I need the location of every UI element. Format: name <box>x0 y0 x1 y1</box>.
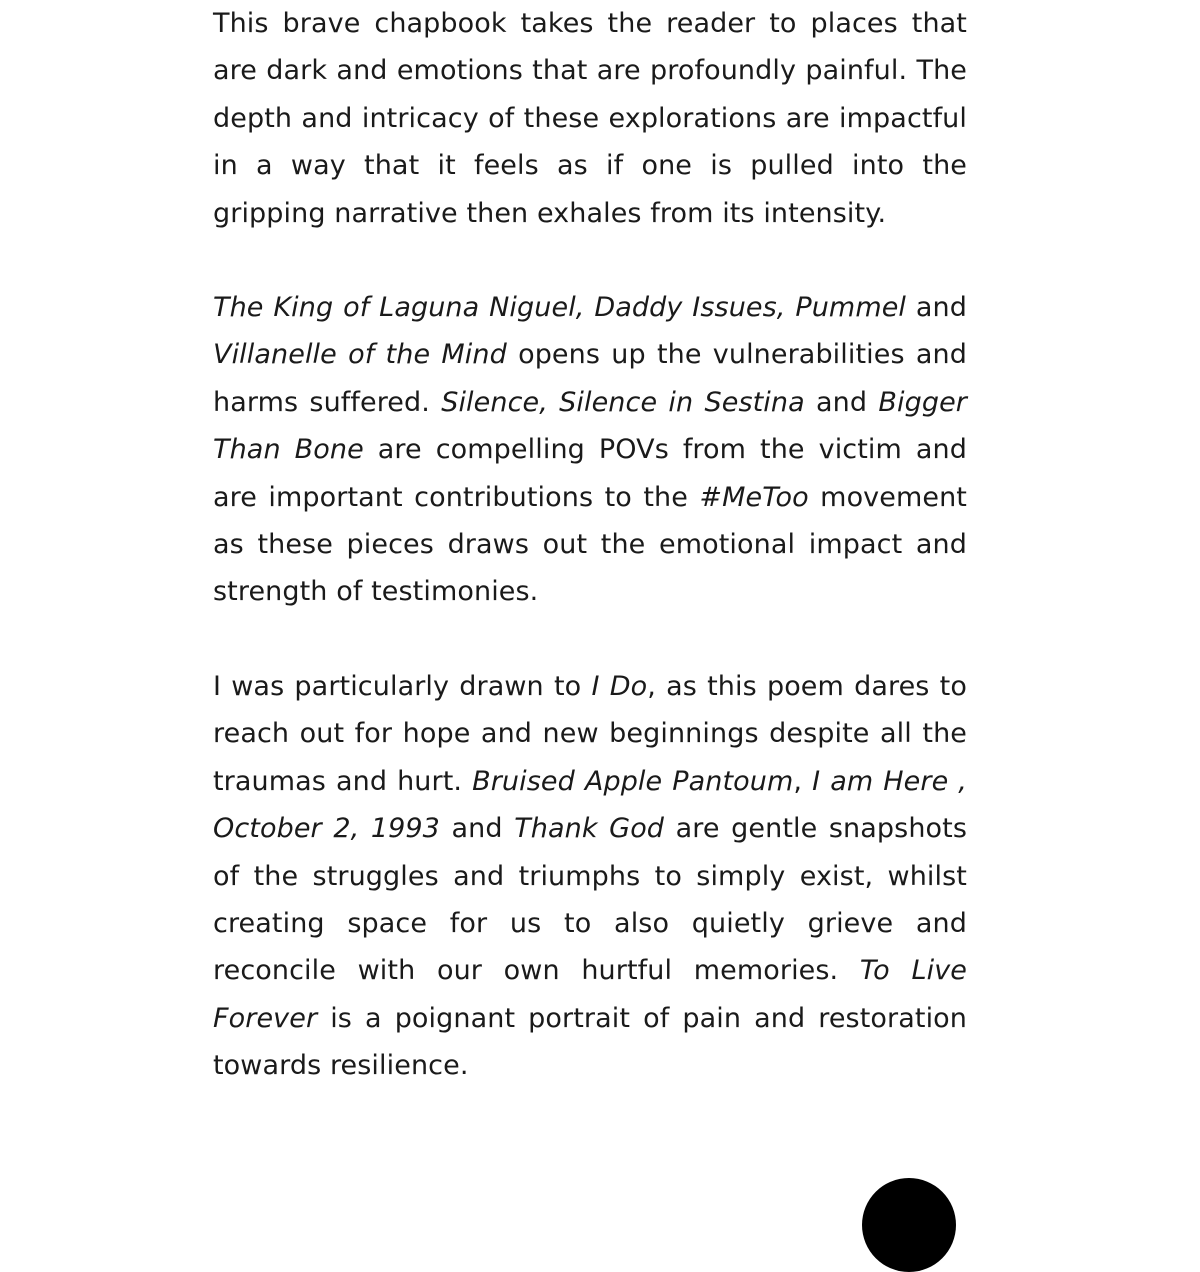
review-paragraph-3 <box>213 663 967 1090</box>
poem-title-text: Villanelle of the Mind <box>213 339 507 371</box>
review-paragraph-2 <box>213 284 967 616</box>
poem-title-text: Bigger Than Bone <box>213 386 967 466</box>
body-text: movement as these pieces draws out the emotional impact and strength of testimonies. <box>213 481 967 608</box>
scroll-to-top-button[interactable] <box>862 1178 956 1272</box>
poem-title-text: Thank God <box>514 813 665 845</box>
body-text: and <box>804 386 879 418</box>
body-text: and <box>439 813 515 845</box>
poem-title-text: The King of Laguna Niguel, Daddy Issues, Pummel <box>213 292 907 324</box>
poem-title-text: I Do <box>591 670 648 702</box>
poem-title-text: Bruised Apple Pantoum <box>472 765 794 797</box>
poem-title-text: #MeToo <box>699 481 809 513</box>
review-article <box>213 0 967 1137</box>
poem-title-text: Silence, Silence in Sestina <box>441 386 805 418</box>
body-text: and <box>906 292 968 324</box>
poem-title-text: I am Here , October 2, 1993 <box>213 765 967 845</box>
body-text: opens up the vulnerabilities and harms suffered. <box>213 339 967 418</box>
review-paragraph-1 <box>213 0 967 237</box>
body-text: This brave chapbook takes the reader to places that are dark and emotions that are profoundly painful. The depth and intricacy of these explorations are impactful in a way that it feels as if one is pulled into the gripping narrative then exhales from its intensity. <box>213 8 967 229</box>
body-text: are gentle snapshots of the struggles and triumphs to simply exist, whilst creating space for us to also quietly grieve and reconcile with our own hurtful memories. <box>213 813 967 987</box>
poem-title-text: To Live Forever <box>213 955 967 1034</box>
body-text: , <box>793 765 813 797</box>
body-text: I was particularly drawn to <box>213 670 592 702</box>
body-text: are compelling POVs from the victim and are important contributions to the <box>213 434 967 513</box>
body-text: , as this poem dares to reach out for hope and new beginnings despite all the traumas and hurt. <box>213 670 967 797</box>
body-text: is a poignant portrait of pain and restoration towards resilience. <box>213 1002 967 1082</box>
